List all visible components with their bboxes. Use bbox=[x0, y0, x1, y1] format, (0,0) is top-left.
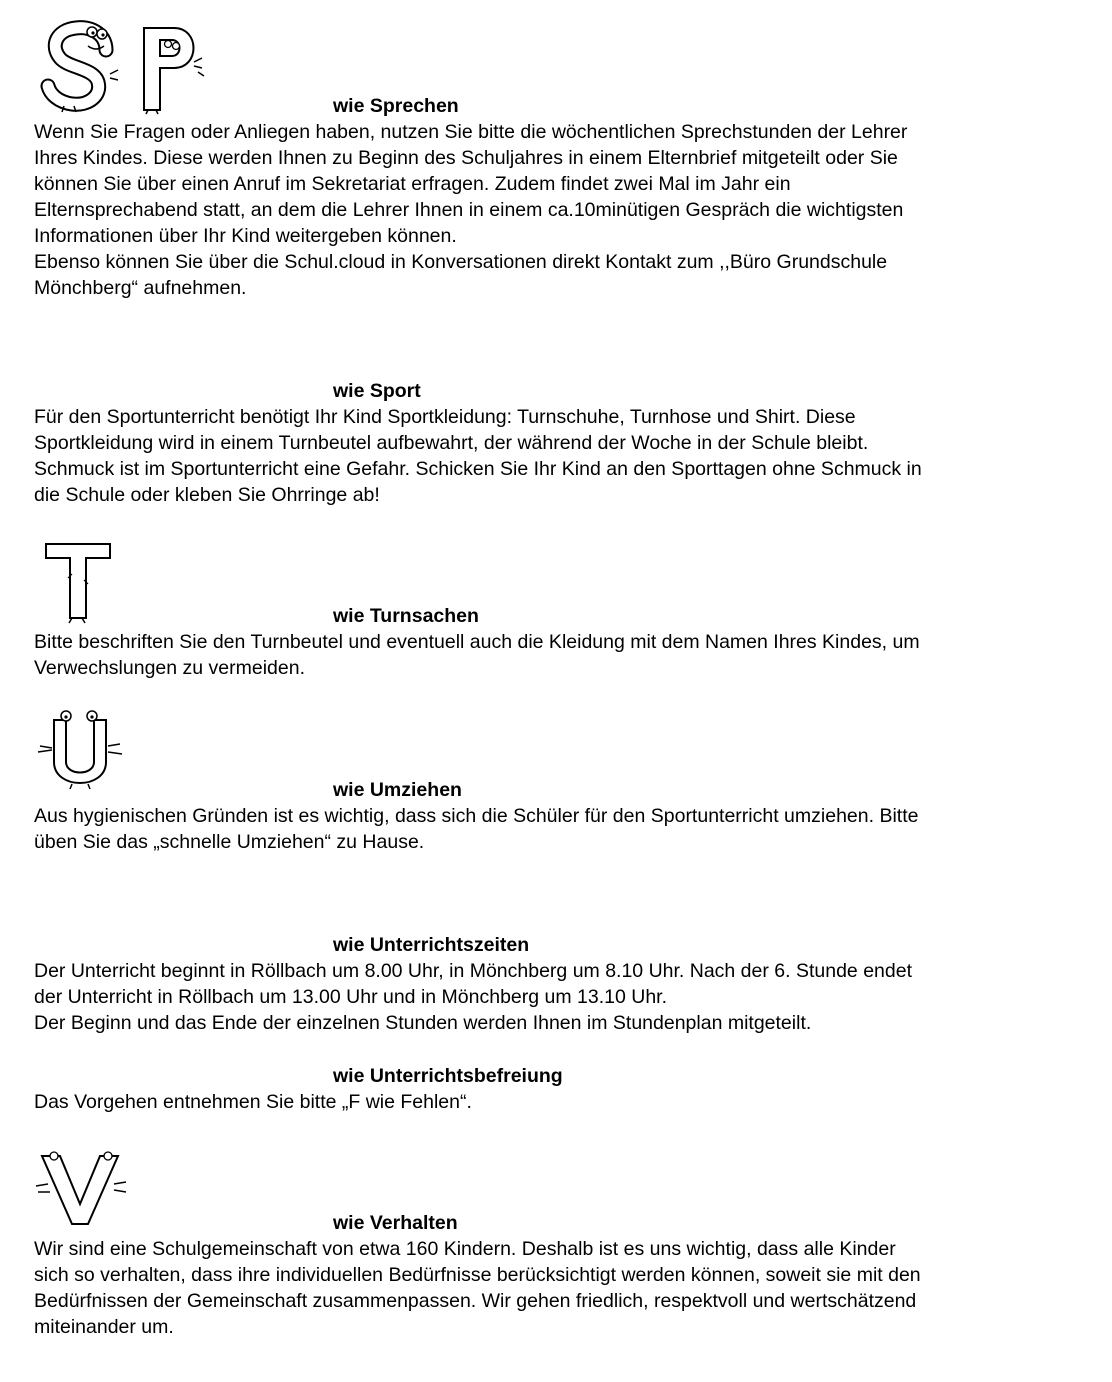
text-line: Schmuck ist im Sportunterricht eine Gefahr. Schicken Sie Ihr Kind an den Sporttagen ohne Schmuck in bbox=[34, 458, 922, 480]
paragraph-unterrichtszeiten bbox=[34, 958, 1084, 1036]
paragraph-umziehen bbox=[34, 803, 1084, 855]
paragraph-turnsachen bbox=[34, 629, 1084, 681]
text-line: Das Vorgehen entnehmen Sie bitte „F wie Fehlen“. bbox=[34, 1091, 472, 1113]
heading-turnsachen: wie Turnsachen bbox=[333, 605, 479, 627]
text-line: Sportkleidung wird in einem Turnbeutel aufbewahrt, der während der Woche in der Schule bleibt. bbox=[34, 432, 869, 454]
paragraph-unterrichtsbefreiung bbox=[34, 1089, 1084, 1115]
text-line: Ebenso können Sie über die Schul.cloud in Konversationen direkt Kontakt zum ,,Büro Grundschule bbox=[34, 251, 888, 273]
text-line: Elternsprechabend statt, an dem die Lehrer Ihnen in einem ca.10minütigen Gespräch die wichtigsten bbox=[34, 199, 904, 221]
text-line: Verwechslungen zu vermeiden. bbox=[34, 657, 305, 679]
text-line: Informationen über Ihr Kind weitergeben können. bbox=[34, 225, 457, 247]
heading-sprechen: wie Sprechen bbox=[333, 95, 459, 117]
paragraph-verhalten bbox=[34, 1236, 1084, 1340]
text-line: Wenn Sie Fragen oder Anliegen haben, nutzen Sie bitte die wöchentlichen Sprechstunden der Lehrer bbox=[34, 121, 908, 143]
text-line: Bedürfnissen der Gemeinschaft zusammenpassen. Wir gehen friedlich, respektvoll und wertschätzend bbox=[34, 1290, 917, 1312]
text-line: Bitte beschriften Sie den Turnbeutel und eventuell auch die Kleidung mit dem Namen Ihres Kindes, um bbox=[34, 631, 920, 653]
text-line: Der Beginn und das Ende der einzelnen Stunden werden Ihnen im Stundenplan mitgeteilt. bbox=[34, 1012, 812, 1034]
text-line: Ihres Kindes. Diese werden Ihnen zu Beginn des Schuljahres in einem Elternbrief mitgeteilt oder Sie bbox=[34, 147, 898, 169]
letter-s-illustration bbox=[36, 20, 124, 114]
text-line: Für den Sportunterricht benötigt Ihr Kind Sportkleidung: Turnschuhe, Turnhose und Shirt. Diese bbox=[34, 406, 856, 428]
heading-umziehen: wie Umziehen bbox=[333, 779, 462, 801]
heading-unterrichtsbefreiung: wie Unterrichtsbefreiung bbox=[333, 1065, 563, 1087]
paragraph-sport bbox=[34, 404, 1084, 508]
text-line: Mönchberg“ aufnehmen. bbox=[34, 277, 247, 299]
heading-sport: wie Sport bbox=[333, 380, 421, 402]
text-line: die Schule oder kleben Sie Ohrringe ab! bbox=[34, 484, 380, 506]
heading-verhalten: wie Verhalten bbox=[333, 1212, 458, 1234]
text-line: Aus hygienischen Gründen ist es wichtig, dass sich die Schüler für den Sportunterricht umziehen. Bitte bbox=[34, 805, 919, 827]
text-line: sich so verhalten, dass ihre individuellen Bedürfnisse berücksichtigt werden können, soweit sie mit den bbox=[34, 1264, 921, 1286]
text-line: der Unterricht in Röllbach um 13.00 Uhr und in Mönchberg um 13.10 Uhr. bbox=[34, 986, 667, 1008]
text-line: miteinander um. bbox=[34, 1316, 174, 1338]
text-line: können Sie über einen Anruf im Sekretariat erfragen. Zudem findet zwei Mal im Jahr ein bbox=[34, 173, 791, 195]
text-line: Der Unterricht beginnt in Röllbach um 8.00 Uhr, in Mönchberg um 8.10 Uhr. Nach der 6. Stunde endet bbox=[34, 960, 912, 982]
letter-t-illustration bbox=[42, 540, 114, 624]
paragraph-sprechen bbox=[34, 119, 1084, 301]
letter-u-illustration bbox=[32, 708, 128, 790]
letter-p-illustration bbox=[138, 22, 212, 114]
letter-v-illustration bbox=[34, 1150, 130, 1226]
text-line: üben Sie das „schnelle Umziehen“ zu Hause. bbox=[34, 831, 425, 853]
heading-unterrichtszeiten: wie Unterrichtszeiten bbox=[333, 934, 530, 956]
text-line: Wir sind eine Schulgemeinschaft von etwa 160 Kindern. Deshalb ist es uns wichtig, dass alle Kinder bbox=[34, 1238, 896, 1260]
